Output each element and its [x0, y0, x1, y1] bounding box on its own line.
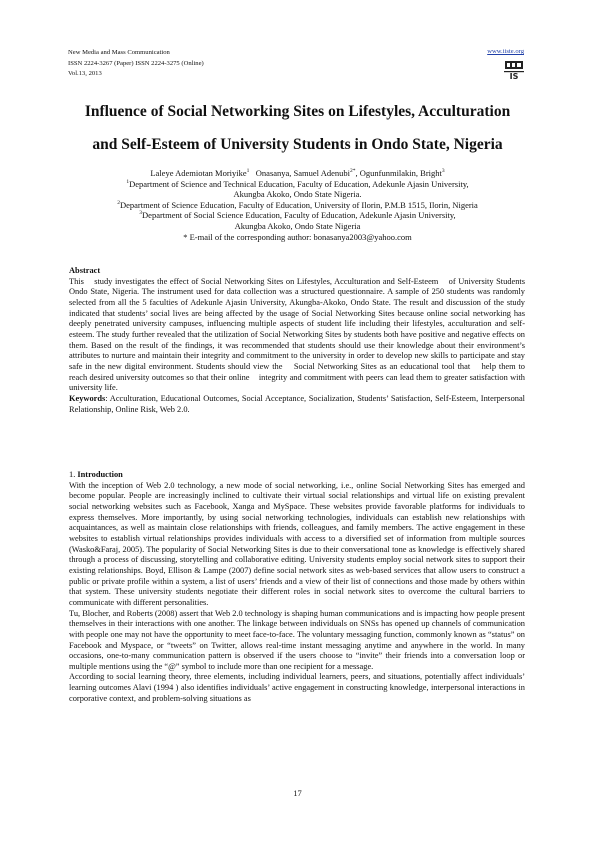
running-header — [68, 48, 204, 80]
corresponding-email: * E-mail of the corresponding author: bonasanya2003@yahoo.com — [183, 231, 412, 242]
affiliation-2-line-1: Department of Science Education, Faculty of Education, University of Ilorin, P.M.B 1515, Ilorin, Nigeria — [119, 199, 478, 210]
affiliation-3-line-1: Department of Social Science Education, Faculty of Education, Adekunle Ajasin University, — [142, 210, 456, 221]
page-number: 17 — [293, 788, 302, 798]
abstract-section — [69, 266, 528, 415]
intro-paragraph-3: According to social learning theory, three elements, including individual learners, peers, and situations, potentially affect individuals’ learning outcomes Alavi (1994 ) also identifies individuals’ active engagement in constructing knowledge, interpersonal interactions in corporative context, and problem-solving situations as — [69, 672, 525, 703]
author-2-sup: 2* — [349, 168, 356, 175]
author-block — [60, 168, 535, 242]
issn-line: ISSN 2224-3267 (Paper) ISSN 2224-3275 (Online) — [68, 59, 204, 67]
intro-paragraph-2: Tu, Blocher, and Roberts (2008) assert that Web 2.0 technology is shaping human communications and is impacting how people present themselves in their interactions with one another. The linkage between individuals on SNSs has opened up channels of communication with people one may not have the opportunity to meet face-to-face. The voluntary messaging function, commonly known as “status” on Facebook and Myspace, or “tweets” on Twitter, allows real-time instant messaging anytime and anywhere in the world. In many occasions, one-to-many communication pattern is observed if the users choose to “invite” their friends into a conversation loop or multiple mentions using the “@” symbol to include more than one recipient for a message. — [69, 608, 525, 671]
affiliation-1-line-2: Akungba Akoko, Ondo State Nigeria. — [233, 189, 362, 200]
intro-paragraph-1: With the inception of Web 2.0 technology, a new mode of social networking, i.e., online Social Networking Sites has emerged and become popular. People are increasingly inclined to cultivate their virtual social relationships and virtual life on existing prevalent social networking websites such as Facebook, Xanga and MySpace. These websites provide favorable platforms for individuals to express themselves. More importantly, by using social networking technologies, individuals can establish new relationships with acquaintances, as well as maintain close relationships with friends, colleagues, and family members. The active engagement in these websites to establish virtual relationships provides individuals with access to a diversified set of information from multiple sources (Wasko&Faraj, 2005). The popularity of Social Networking Sites is due to their conversational tone as knowledge is effectively shared through a process of discussing, storytelling and collaborative editing. University students employ social network sites to support their existing relationships. Boyd, Ellison & Lampe (2007) define social network sites as web-based services that allow users to construct a public or private profile within a system, a list of users’ friends and a view of their list of connections and those made by others within that system. These university students negotiate their different roles in social network sites to overcome the cultural barriers to communicate with different personalities. — [69, 480, 525, 607]
author-names — [60, 168, 535, 179]
author-2: Onasanya, Samuel Adenubi — [249, 168, 350, 178]
iiste-logo-icon — [503, 60, 525, 82]
introduction-section — [69, 470, 525, 704]
journal-url-link[interactable]: www.iiste.org — [487, 48, 524, 55]
author-1-sup: 1 — [246, 168, 250, 175]
abstract-heading: Abstract — [69, 266, 101, 275]
keywords-line — [69, 394, 525, 415]
affiliation-2-sup: 2 — [117, 199, 120, 206]
keywords-text: : Acculturation, Educational Outcomes, Social Acceptance, Socialization, Students’ Satisfaction, Self-Esteem, Interpersonal Relationship, Online Risk, Web 2.0. — [69, 393, 525, 414]
journal-name: New Media and Mass Communication — [68, 49, 170, 56]
affiliation-3-line-2: Akungba Akoko, Ondo State Nigeria — [234, 220, 361, 231]
intro-heading-text: Introduction — [77, 470, 123, 479]
affiliation-3-sup: 3 — [139, 210, 143, 217]
affiliation-1 — [60, 179, 535, 190]
intro-number: 1. — [69, 470, 78, 479]
affiliation-1-sup: 1 — [126, 178, 130, 185]
volume-line: Vol.13, 2013 — [68, 70, 102, 77]
paper-title-line-1: Influence of Social Networking Sites on Lifestyles, Acculturation — [84, 103, 511, 120]
affiliation-3 — [60, 210, 535, 221]
affiliation-2 — [60, 200, 535, 211]
author-3: , Ogunfunmilakin, Bright — [355, 168, 442, 178]
author-1: Laleye Ademiotan Moriyike — [150, 168, 247, 178]
intro-heading — [69, 470, 525, 481]
abstract-text: This study investigates the effect of Social Networking Sites on Lifestyles, Acculturation and Self-Esteem of University Students Ondo State, Nigeria. The instrument used for data collection was a structured questionnaire. A sample of 250 students was randomly selected from all the 5 faculties of Adekunle Ajasin University, Akungba-Akoko, Ondo State. The result and discussion of the study indicated that students’ social lives are being affected by the usage of Social Networking Sites because online social networking has deeply penetrated university campuses, influencing multiple aspects of student life including their lifestyles, acculturation and self-esteem. The study further revealed that the utilization of Social Networking Sites by students both have positive and negative effects on them. Based on the result of the findings, it was recommended that students should use their knowledge about their environment’s attributes to nurture and maintain their integrity and commitment to the university in order to develop new skills to participate and stay safe in the new digital environment. Students should view the Social Networking Sites as an educational tool that help them to reach desired university outcomes so that their online integrity and commitment with peers can lead them to greater satisfaction with university life. — [69, 276, 528, 393]
affiliation-1-line-1: Department of Science and Technical Education, Faculty of Education, Adekunle Ajasin University, — [129, 178, 469, 189]
svg-text:IS: IS — [509, 72, 519, 81]
paper-title-line-2: and Self-Esteem of University Students in Ondo State, Nigeria — [92, 136, 503, 153]
author-3-sup: 3 — [441, 168, 445, 175]
keywords-label: Keywords — [69, 393, 106, 403]
